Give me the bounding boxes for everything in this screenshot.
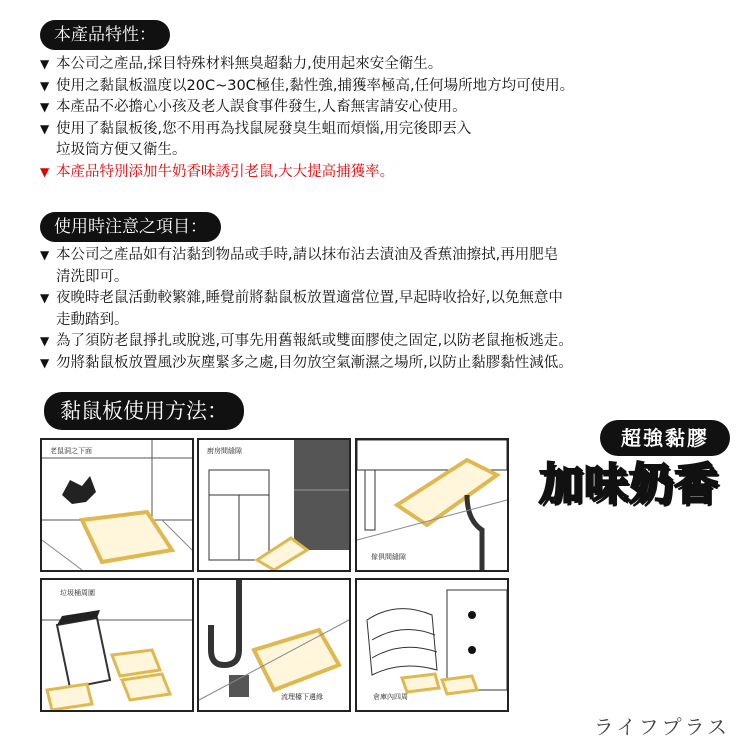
feature-item-highlight: ▼ 本產品特別添加牛奶香味誘引老鼠,大大提高捕獲率。: [40, 162, 730, 184]
notes-heading: 使用時注意之項目：: [40, 212, 221, 242]
feature-item: ▼ 本產品不必擔心小孩及老人誤食事件發生,人畜無害請安心使用。: [40, 97, 730, 119]
sink-pipe-illustration: [199, 580, 349, 710]
note-item: ▼ 為了須防老鼠掙扎或脫逃,可事先用舊報紙或雙面膠使之固定,以防老鼠拖板逃走。: [40, 331, 730, 353]
panel-label: 傢俱間縫隙: [371, 553, 406, 561]
usage-panel-kitchen: [197, 438, 351, 572]
feature-item: ▼ 本公司之產品,採目特殊材料無臭超黏力,使用起來安全衛生。: [40, 54, 730, 76]
panel-label: 老鼠洞之下面: [50, 447, 92, 455]
usage-panel-mouse-hole: [40, 438, 194, 572]
warehouse-illustration: [357, 580, 507, 710]
promo-badge: 超強黏膠: [600, 420, 730, 456]
feature-item: ▼ 使用了黏鼠板後,您不用再為找鼠屍發臭生蛆而煩惱,用完後即丟入 垃圾筒方便又衛生。: [40, 119, 730, 162]
panel-label: 流理檯下邊緣: [281, 693, 323, 701]
panel-label: 垃圾桶周圍: [60, 589, 95, 597]
panel-label: 倉庫內四周: [373, 693, 408, 701]
feature-item: ▼ 使用之黏鼠板溫度以20C~30C極佳,黏性強,捕獲率極高,任何場所地方均可使用。: [40, 76, 730, 98]
features-list: [40, 54, 730, 183]
notes-list: [40, 245, 730, 374]
usage-panel-sink: [197, 578, 351, 712]
features-heading: 本產品特性：: [40, 20, 170, 50]
usage-panel-warehouse: [355, 578, 509, 712]
promo-headline: 加味奶香: [539, 459, 719, 510]
watermark: ライフプラス: [593, 715, 730, 739]
note-item: ▼ 本公司之產品如有沾黏到物品或手時,請以抹布沾去漬油及香蕉油擦拭,再用肥皂 清洗即可。: [40, 245, 730, 288]
furniture-illustration: [357, 440, 507, 570]
usage-panel-trashcan: [40, 578, 194, 712]
note-item: ▼ 夜晚時老鼠活動較繁雜,睡覺前將黏鼠板放置適當位置,早起時收拾好,以免無意中 走動踏到。: [40, 288, 730, 331]
trashcan-illustration: [42, 580, 192, 710]
panel-label: 廚房間縫隙: [207, 447, 242, 455]
note-item: ▼ 勿將黏鼠板放置風沙灰塵緊多之處,目勿放空氣漸濕之場所,以防止黏膠黏性減低。: [40, 353, 730, 375]
usage-panel-furniture: [355, 438, 509, 572]
kitchen-illustration: [199, 440, 349, 570]
mouse-hole-illustration: [42, 440, 192, 570]
usage-heading: 黏鼠板使用方法：: [44, 392, 244, 430]
